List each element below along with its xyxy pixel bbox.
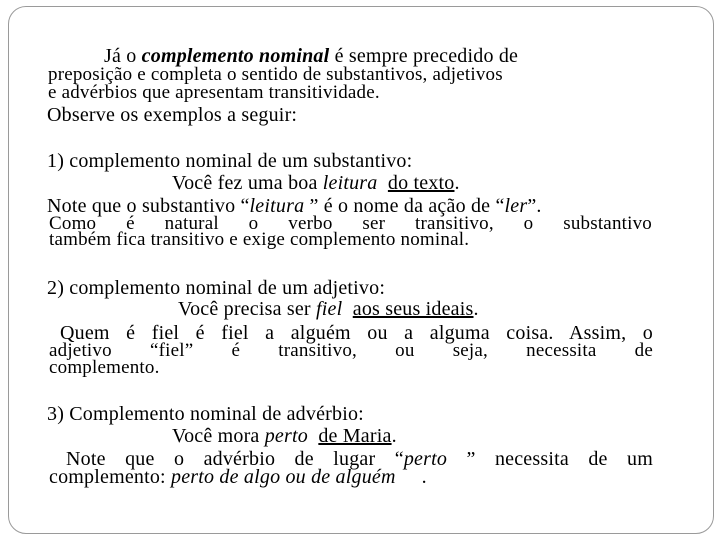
noun-leitura: leitura xyxy=(322,172,378,194)
note-text: Note que o advérbio de lugar “ xyxy=(66,448,404,470)
example-1-note-line-3: também fica transitivo e exige complemento nominal. xyxy=(49,229,470,250)
example-1-note-line-2: Como é natural o verbo ser transitivo, o substantivo xyxy=(49,213,652,234)
note-text: ” necessita de um xyxy=(447,448,653,470)
complement-do-texto: do texto xyxy=(387,172,455,194)
period: . xyxy=(391,425,397,447)
example-perto-de-algo: perto de algo ou de alguém xyxy=(171,466,396,488)
gap xyxy=(342,298,352,320)
intro-line-4: Observe os exemplos a seguir: xyxy=(47,104,298,126)
adjective-fiel: fiel xyxy=(315,298,343,320)
example-2-note-line-2: adjetivo “fiel” é transitivo, ou seja, necessita de xyxy=(49,340,653,361)
intro-text: Já o xyxy=(104,45,142,67)
example-1-heading: 1) complemento nominal de um substantivo: xyxy=(47,150,413,172)
note-text: complemento: xyxy=(49,466,172,488)
adverb-perto: perto xyxy=(403,448,448,470)
gap xyxy=(308,425,318,447)
sentence-text: Você fez uma boa xyxy=(172,172,323,194)
example-2-heading: 2) complemento nominal de um adjetivo: xyxy=(47,277,386,299)
adverb-perto: perto xyxy=(264,425,308,447)
sentence-text: Você precisa ser xyxy=(178,298,316,320)
complement-aos-seus-ideais: aos seus ideais xyxy=(352,298,474,320)
note-text: ”. xyxy=(527,195,542,217)
period: . xyxy=(395,466,427,488)
example-2-sentence xyxy=(178,298,479,320)
example-1-sentence xyxy=(172,172,460,194)
term-complemento-nominal: complemento nominal xyxy=(141,45,330,67)
intro-text: é sempre precedido de xyxy=(329,45,519,67)
verb-ler: ler xyxy=(504,195,528,217)
period: . xyxy=(473,298,479,320)
example-3-heading: 3) Complemento nominal de advérbio: xyxy=(47,403,364,425)
period: . xyxy=(454,172,460,194)
example-2-note-line-1: Quem é fiel é fiel a alguém ou a alguma coisa. Assim, o xyxy=(60,322,653,344)
intro-line-3: e advérbios que apresentam transitividade. xyxy=(48,82,380,103)
gap xyxy=(377,172,387,194)
intro-line-2: preposição e completa o sentido de substantivos, adjetivos xyxy=(48,64,503,85)
example-3-sentence xyxy=(172,425,397,447)
noun-leitura: leitura xyxy=(249,195,305,217)
complement-de-maria: de Maria xyxy=(318,425,392,447)
note-text: ” é o nome da ação de “ xyxy=(304,195,505,217)
example-2-note-line-3: complemento. xyxy=(49,357,160,378)
note-text: Note que o substantivo “ xyxy=(47,195,250,217)
example-3-note-line-2 xyxy=(49,466,427,488)
sentence-text: Você mora xyxy=(172,425,265,447)
